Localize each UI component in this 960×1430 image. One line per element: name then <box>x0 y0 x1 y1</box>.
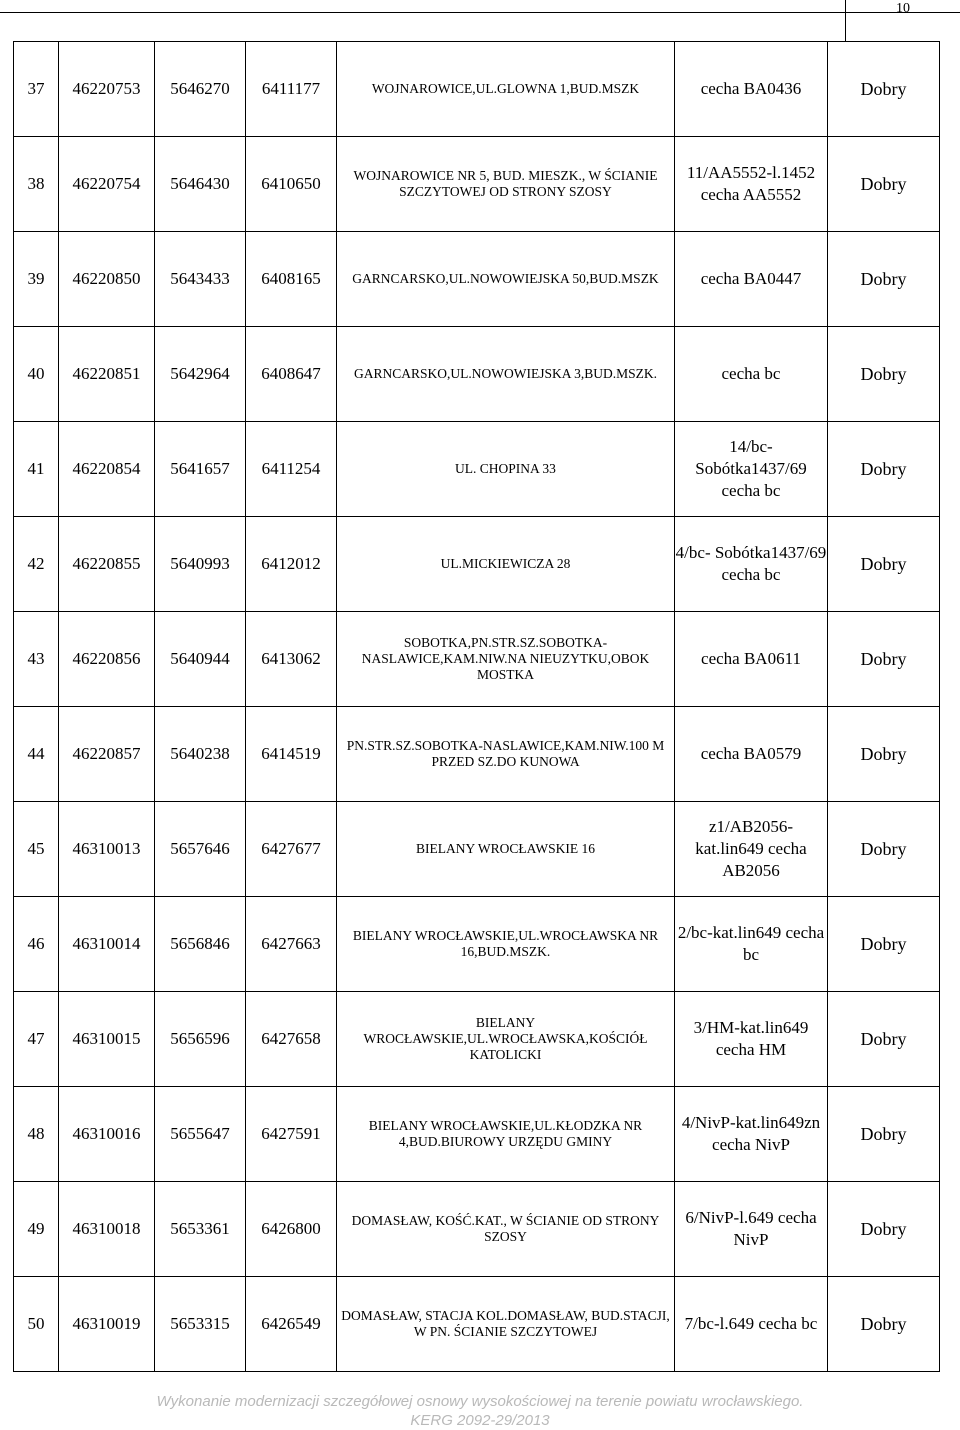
benchmark-table <box>13 41 940 1372</box>
cell-state: Dobry <box>828 1277 940 1372</box>
cell-lp: 42 <box>14 517 59 612</box>
cell-lp: 49 <box>14 1182 59 1277</box>
cell-state: Dobry <box>828 897 940 992</box>
cell-location: DOMASŁAW, KOŚĆ.KAT., W ŚCIANIE OD STRONY SZOSY <box>337 1182 675 1277</box>
table-row <box>14 992 940 1087</box>
table-row <box>14 707 940 802</box>
cell-state: Dobry <box>828 1182 940 1277</box>
cell-y: 6427591 <box>246 1087 337 1182</box>
cell-location: WOJNAROWICE NR 5, BUD. MIESZK., W ŚCIANIE SZCZYTOWEJ OD STRONY SZOSY <box>337 137 675 232</box>
footer-line-2: KERG 2092-29/2013 <box>410 1412 550 1429</box>
cell-y: 6411254 <box>246 422 337 517</box>
cell-x: 5657646 <box>155 802 246 897</box>
cell-location: PN.STR.SZ.SOBOTKA-NASLAWICE,KAM.NIW.100 M PRZED SZ.DO KUNOWA <box>337 707 675 802</box>
cell-description: 6/NivP-l.649 cecha NivP <box>675 1182 828 1277</box>
cell-y: 6410650 <box>246 137 337 232</box>
cell-location: GARNCARSKO,UL.NOWOWIEJSKA 3,BUD.MSZK. <box>337 327 675 422</box>
table-row <box>14 42 940 137</box>
cell-description: 4/NivP-kat.lin649zn cecha NivP <box>675 1087 828 1182</box>
cell-description: 2/bc-kat.lin649 cecha bc <box>675 897 828 992</box>
cell-y: 6427663 <box>246 897 337 992</box>
cell-lp: 45 <box>14 802 59 897</box>
cell-x: 5646430 <box>155 137 246 232</box>
cell-y: 6408165 <box>246 232 337 327</box>
cell-point-id: 46310018 <box>59 1182 155 1277</box>
cell-location: WOJNAROWICE,UL.GLOWNA 1,BUD.MSZK <box>337 42 675 137</box>
cell-y: 6426800 <box>246 1182 337 1277</box>
cell-x: 5642964 <box>155 327 246 422</box>
cell-location: SOBOTKA,PN.STR.SZ.SOBOTKA-NASLAWICE,KAM.NIW.NA NIEUZYTKU,OBOK MOSTKA <box>337 612 675 707</box>
cell-x: 5641657 <box>155 422 246 517</box>
cell-x: 5640993 <box>155 517 246 612</box>
cell-x: 5643433 <box>155 232 246 327</box>
cell-state: Dobry <box>828 992 940 1087</box>
cell-location: BIELANY WROCŁAWSKIE,UL.KŁODZKA NR 4,BUD.BIUROWY URZĘDU GMINY <box>337 1087 675 1182</box>
cell-lp: 40 <box>14 327 59 422</box>
cell-point-id: 46310019 <box>59 1277 155 1372</box>
table-row <box>14 137 940 232</box>
cell-x: 5640238 <box>155 707 246 802</box>
table-row <box>14 897 940 992</box>
cell-lp: 50 <box>14 1277 59 1372</box>
cell-point-id: 46310013 <box>59 802 155 897</box>
cell-location: UL. CHOPINA 33 <box>337 422 675 517</box>
cell-y: 6413062 <box>246 612 337 707</box>
cell-lp: 47 <box>14 992 59 1087</box>
cell-point-id: 46310014 <box>59 897 155 992</box>
cell-description: 7/bc-l.649 cecha bc <box>675 1277 828 1372</box>
cell-description: cecha BA0579 <box>675 707 828 802</box>
cell-x: 5653315 <box>155 1277 246 1372</box>
cell-location: BIELANY WROCŁAWSKIE,UL.WROCŁAWSKA,KOŚCIÓŁ KATOLICKI <box>337 992 675 1087</box>
table-row <box>14 327 940 422</box>
table-row <box>14 802 940 897</box>
cell-y: 6411177 <box>246 42 337 137</box>
cell-y: 6426549 <box>246 1277 337 1372</box>
cell-point-id: 46310016 <box>59 1087 155 1182</box>
cell-state: Dobry <box>828 42 940 137</box>
cell-description: cecha BA0447 <box>675 232 828 327</box>
cell-description: z1/AB2056-kat.lin649 cecha AB2056 <box>675 802 828 897</box>
table-row <box>14 612 940 707</box>
cell-state: Dobry <box>828 327 940 422</box>
cell-description: 4/bc- Sobótka1437/69 cecha bc <box>675 517 828 612</box>
cell-y: 6427677 <box>246 802 337 897</box>
cell-lp: 43 <box>14 612 59 707</box>
cell-lp: 41 <box>14 422 59 517</box>
table-row <box>14 1182 940 1277</box>
cell-y: 6414519 <box>246 707 337 802</box>
cell-lp: 37 <box>14 42 59 137</box>
cell-x: 5656596 <box>155 992 246 1087</box>
cell-state: Dobry <box>828 137 940 232</box>
cell-x: 5646270 <box>155 42 246 137</box>
cell-description: cecha BA0436 <box>675 42 828 137</box>
cell-description: 11/AA5552-l.1452 cecha AA5552 <box>675 137 828 232</box>
cell-lp: 39 <box>14 232 59 327</box>
cell-state: Dobry <box>828 517 940 612</box>
cell-y: 6412012 <box>246 517 337 612</box>
cell-location: BIELANY WROCŁAWSKIE 16 <box>337 802 675 897</box>
cell-state: Dobry <box>828 422 940 517</box>
footer <box>0 1392 960 1430</box>
cell-location: GARNCARSKO,UL.NOWOWIEJSKA 50,BUD.MSZK <box>337 232 675 327</box>
cell-location: BIELANY WROCŁAWSKIE,UL.WROCŁAWSKA NR 16,BUD.MSZK. <box>337 897 675 992</box>
cell-point-id: 46220850 <box>59 232 155 327</box>
cell-point-id: 46220857 <box>59 707 155 802</box>
cell-state: Dobry <box>828 802 940 897</box>
cell-x: 5655647 <box>155 1087 246 1182</box>
cell-lp: 48 <box>14 1087 59 1182</box>
cell-state: Dobry <box>828 1087 940 1182</box>
cell-state: Dobry <box>828 232 940 327</box>
footer-line-1: Wykonanie modernizacji szczegółowej osnowy wysokościowej na terenie powiatu wrocławskiego. <box>156 1393 804 1410</box>
cell-location: UL.MICKIEWICZA 28 <box>337 517 675 612</box>
cell-x: 5656846 <box>155 897 246 992</box>
cell-point-id: 46220851 <box>59 327 155 422</box>
cell-y: 6408647 <box>246 327 337 422</box>
cell-state: Dobry <box>828 612 940 707</box>
cell-x: 5653361 <box>155 1182 246 1277</box>
page-number: 10 <box>896 1 910 16</box>
table-row <box>14 232 940 327</box>
cell-x: 5640944 <box>155 612 246 707</box>
top-rule <box>0 12 960 13</box>
table-row <box>14 517 940 612</box>
cell-description: cecha bc <box>675 327 828 422</box>
cell-point-id: 46220754 <box>59 137 155 232</box>
table-row <box>14 1087 940 1182</box>
cell-location: DOMASŁAW, STACJA KOL.DOMASŁAW, BUD.STACJI, W PN. ŚCIANIE SZCZYTOWEJ <box>337 1277 675 1372</box>
cell-point-id: 46220854 <box>59 422 155 517</box>
page-number-box <box>845 0 936 41</box>
table-body <box>14 42 940 1372</box>
cell-lp: 46 <box>14 897 59 992</box>
cell-point-id: 46220855 <box>59 517 155 612</box>
cell-point-id: 46310015 <box>59 992 155 1087</box>
cell-lp: 38 <box>14 137 59 232</box>
table-row <box>14 1277 940 1372</box>
cell-description: cecha BA0611 <box>675 612 828 707</box>
cell-y: 6427658 <box>246 992 337 1087</box>
cell-lp: 44 <box>14 707 59 802</box>
cell-description: 3/HM-kat.lin649 cecha HM <box>675 992 828 1087</box>
table-row <box>14 422 940 517</box>
cell-point-id: 46220856 <box>59 612 155 707</box>
cell-description: 14/bc- Sobótka1437/69 cecha bc <box>675 422 828 517</box>
cell-state: Dobry <box>828 707 940 802</box>
cell-point-id: 46220753 <box>59 42 155 137</box>
